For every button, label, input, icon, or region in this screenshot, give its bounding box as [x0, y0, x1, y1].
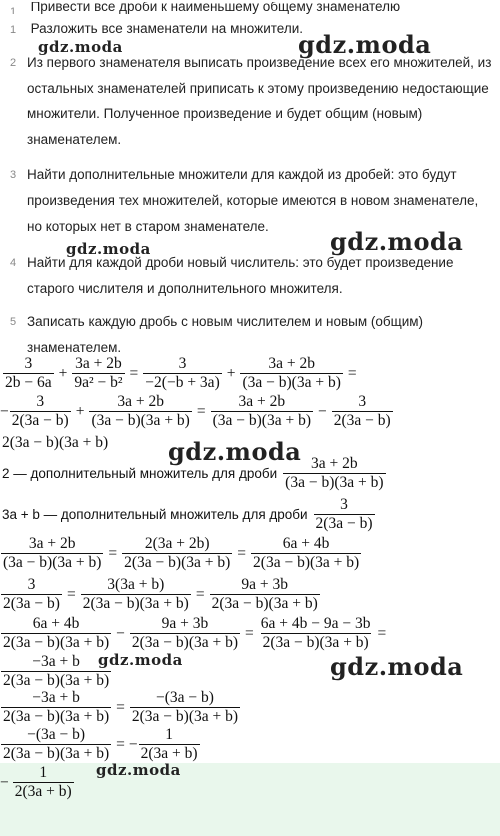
step-number: 1 — [10, 6, 17, 14]
fraction: $\frac{1}{2(3a + b)}$ — [14, 764, 72, 800]
step-line: Найти для каждой дроби новый числитель: это будет произведение — [27, 255, 454, 270]
fraction: $\frac{3}{2(3a - b)}$ — [11, 393, 69, 429]
fraction: $\frac{3a + 2b}{(3a - b)(3a + b)}$ — [212, 393, 311, 429]
fraction: $\frac{3}{2(3a - b)}$ — [3, 576, 60, 612]
step-number: 1 — [10, 24, 17, 36]
equation-line-9: $\frac{-3a + b}{2(3a - b)(3a + b)}$ = $\frac{-(3a - b)}{2(3a - b)(3a + b)}$ — [3, 689, 239, 725]
equation-line-5: $\frac{3a + 2b}{(3a - b)(3a + b)}$ = $\frac{2(3a + 2b)}{2(3a - b)(3a + b)}$ = $\frac{6a + 4b}{2(3a - b)(3a + b)}$ — [3, 535, 360, 571]
watermark: gdz.moda — [66, 240, 151, 258]
equation-line-2: − $\frac{3}{2(3a - b)}$ + $\frac{3a + 2b}{(3a - b)(3a + b)}$ = $\frac{3a + 2b}{(3a - b)(3a + b)}$ − $\frac{3}{2(3a - b)}$ — [0, 393, 391, 429]
final-answer: − $\frac{1}{2(3a + b)}$ — [0, 764, 72, 800]
watermark: gdz.moda — [96, 761, 181, 779]
fraction: $\frac{3a + 2b}{\text{9a² − b²}}$ — [74, 355, 123, 391]
common-denominator: 2(3a − b)(3a + b) — [2, 434, 109, 451]
fraction: $\frac{-(3a - b)}{2(3a - b)(3a + b)}$ — [3, 726, 110, 762]
step-number: 4 — [10, 257, 17, 269]
watermark: gdz.moda — [298, 30, 432, 59]
fraction: $\frac{1}{2(3a + b)}$ — [140, 726, 198, 762]
watermark: gdz.moda — [98, 651, 183, 669]
step-line: знаменателем. — [27, 132, 122, 147]
step-text: Разложить все знаменатели на множители. — [30, 21, 303, 36]
fraction: $\frac{3a + 2b}{(3a - b)(3a + b)}$ — [3, 535, 102, 571]
fraction: $\frac{6a + 4b}{2(3a - b)(3a + b)}$ — [3, 615, 110, 651]
watermark: gdz.moda — [168, 437, 302, 466]
watermark: gdz.moda — [330, 227, 464, 256]
fraction: $\frac{6a + 4b - 9a - 3b}{2(3a - b)(3a + b)}$ — [260, 615, 371, 651]
step-line: Из первого знаменателя выписать произведение всех его множителей, из — [27, 55, 492, 70]
fraction: $\frac{9a + 3b}{2(3a - b)(3a + b)}$ — [131, 615, 239, 651]
answer-highlight — [0, 763, 500, 836]
step-text: Привести все дроби к наименьшему общему знаменателю — [30, 2, 401, 14]
fraction: $\frac{6a + 4b}{2(3a - b)(3a + b)}$ — [253, 535, 360, 571]
fraction: $\frac{3}{2(3a - b)}$ — [315, 496, 373, 532]
watermark: gdz.moda — [330, 652, 464, 681]
step-0 — [10, 2, 400, 14]
step-line: Найти дополнительные множители для каждой из дробей: это будут — [27, 167, 457, 182]
equation-line-1: $\frac{3}{2b - 6a}$ + $\frac{3a + 2b}{\text{9a² − b²}}$ = $\frac{3}{-2(-b + 3a)}$ + $\frac{3a + 2b}{(3a - b)(3a + b)}$ = — [5, 355, 357, 391]
step-number: 3 — [10, 169, 17, 181]
fraction: $\frac{3a + 2b}{(3a - b)(3a + b)}$ — [285, 455, 384, 491]
fraction: $\frac{3}{2b - 6a}$ — [5, 355, 52, 391]
fraction: $\frac{3a + 2b}{(3a - b)(3a + b)}$ — [91, 393, 190, 429]
fraction: $\frac{-3a + b}{2(3a - b)(3a + b)}$ — [3, 689, 110, 725]
fraction: $\frac{2(3a + 2b)}{2(3a - b)(3a + b)}$ — [124, 535, 231, 571]
step-number: 2 — [10, 57, 17, 69]
step-line: Записать каждую дробь с новым числителем и новым (общим) — [27, 314, 424, 329]
equation-line-10: $\frac{-(3a - b)}{2(3a - b)(3a + b)}$ = − $\frac{1}{2(3a + b)}$ — [3, 726, 198, 762]
equation-line-7: $\frac{6a + 4b}{2(3a - b)(3a + b)}$ − $\frac{9a + 3b}{2(3a - b)(3a + b)}$ = $\frac{6a + 4b - 9a - 3b}{2(3a - b)(3a + b)}$ = — [3, 615, 387, 651]
fraction: $\frac{3(3a + b)}{2(3a - b)(3a + b)}$ — [82, 576, 189, 612]
step-line: старого числителя и дополнительного множителя. — [27, 281, 343, 296]
step-line: но которых нет в старом знаменателе. — [27, 219, 269, 234]
step-line: знаменателем. — [27, 340, 122, 355]
step-number: 5 — [10, 316, 17, 328]
additional-factor-line-1: 2 — дополнительный множитель для дроби $\frac{3a + 2b}{(3a - b)(3a + b)}$ — [2, 455, 384, 491]
step-line: множители. Полученное произведение и будет общим (новым) — [27, 106, 423, 121]
equation-line-6: $\frac{3}{2(3a - b)}$ = $\frac{3(3a + b)}{2(3a - b)(3a + b)}$ = $\frac{9a + 3b}{2(3a - b)(3a + b)}$ — [3, 576, 318, 612]
step-line: остальных знаменателей приписать к этому произведению недостающие — [27, 81, 489, 96]
fraction: $\frac{-3a + b}{2(3a - b)(3a + b)}$ — [3, 653, 110, 689]
fraction: $\frac{3}{-2(-b + 3a)}$ — [145, 355, 220, 391]
fraction: $\frac{-(3a - b)}{2(3a - b)(3a + b)}$ — [131, 689, 239, 725]
step-line: произведения тех множителей, которые имеются в новом знаменателе, — [27, 193, 479, 208]
fraction: $\frac{3a + 2b}{(3a - b)(3a + b)}$ — [242, 355, 341, 391]
step-1 — [10, 20, 303, 38]
fraction: $\frac{3}{2(3a - b)}$ — [333, 393, 391, 429]
fraction: $\frac{9a + 3b}{2(3a - b)(3a + b)}$ — [211, 576, 318, 612]
watermark: gdz.moda — [38, 38, 123, 56]
equation-line-8 — [0, 654, 112, 689]
additional-factor-line-2: 3a + b — дополнительный множитель для дроби $\frac{3}{2(3a - b)}$ — [2, 496, 373, 532]
